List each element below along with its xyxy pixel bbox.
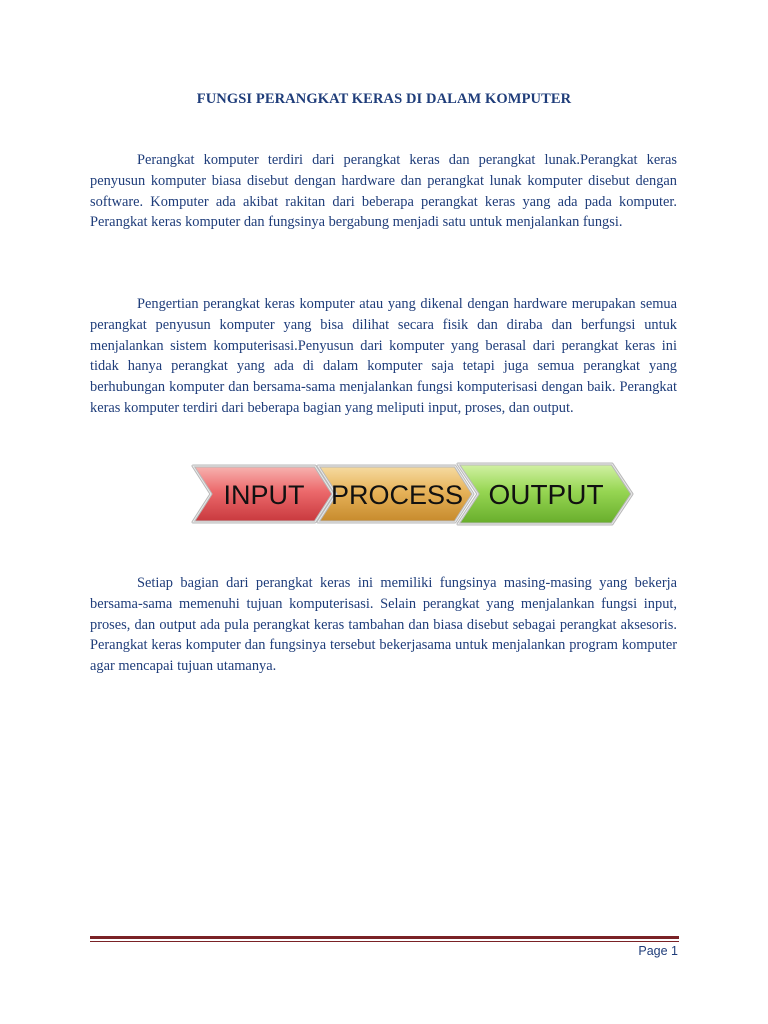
- diagram-step-output: [458, 464, 632, 524]
- diagram-step-output-label: OUTPUT: [488, 479, 604, 510]
- footer-rule-thick: [90, 936, 679, 939]
- footer-rule-thin: [90, 941, 679, 942]
- page-title: FUNGSI PERANGKAT KERAS DI DALAM KOMPUTER: [196, 91, 572, 107]
- diagram-step-input-label: INPUT: [223, 480, 305, 510]
- paragraph-accessories: Setiap bagian dari perangkat keras ini memiliki fungsinya masing-masing yang bekerja bersama-sama memenuhi tujuan komputerisasi. Selain perangkat yang menjalankan fungsi input, proses, dan output ada pula perangkat keras tambahan dan biasa disebut sebagai perangkat aksesoris. Perangkat keras komputer dan fungsinya tersebut bekerjasama untuk menjalankan program komputer agar mencapai tujuan utamanya.: [90, 575, 677, 675]
- page-number: Page 1: [638, 944, 678, 958]
- paragraph-intro: Perangkat komputer terdiri dari perangkat keras dan perangkat lunak.Perangkat keras penyusun komputer biasa disebut dengan hardware dan perangkat lunak komputer disebut dengan software. Komputer ada akibat rakitan dari beberapa perangkat keras yang ada pada komputer. Perangkat keras komputer dan fungsinya bergabung menjadi satu untuk menjalankan fungsi.: [90, 152, 677, 231]
- diagram-step-process-label: PROCESS: [330, 480, 464, 510]
- input-process-output-diagram: [190, 459, 638, 529]
- diagram-step-input: [193, 466, 333, 522]
- diagram-step-process: [318, 466, 473, 522]
- paragraph-definition: Pengertian perangkat keras komputer atau yang dikenal dengan hardware merupakan semua perangkat penyusun komputer yang bisa dilihat secara fisik dan diraba dan berfungsi untuk menjalankan sistem komputerisasi.Penyusun dari komputer yang berasal dari perangkat keras ini tidak hanya perangkat yang ada di dalam komputer saja tetapi juga semua perangkat yang berhubungan komputer dan bersama-sama menjalankan fungsi komputerisasi dengan baik. Perangkat keras komputer terdiri dari beberapa bagian yang meliputi input, proses, dan output.: [90, 296, 677, 416]
